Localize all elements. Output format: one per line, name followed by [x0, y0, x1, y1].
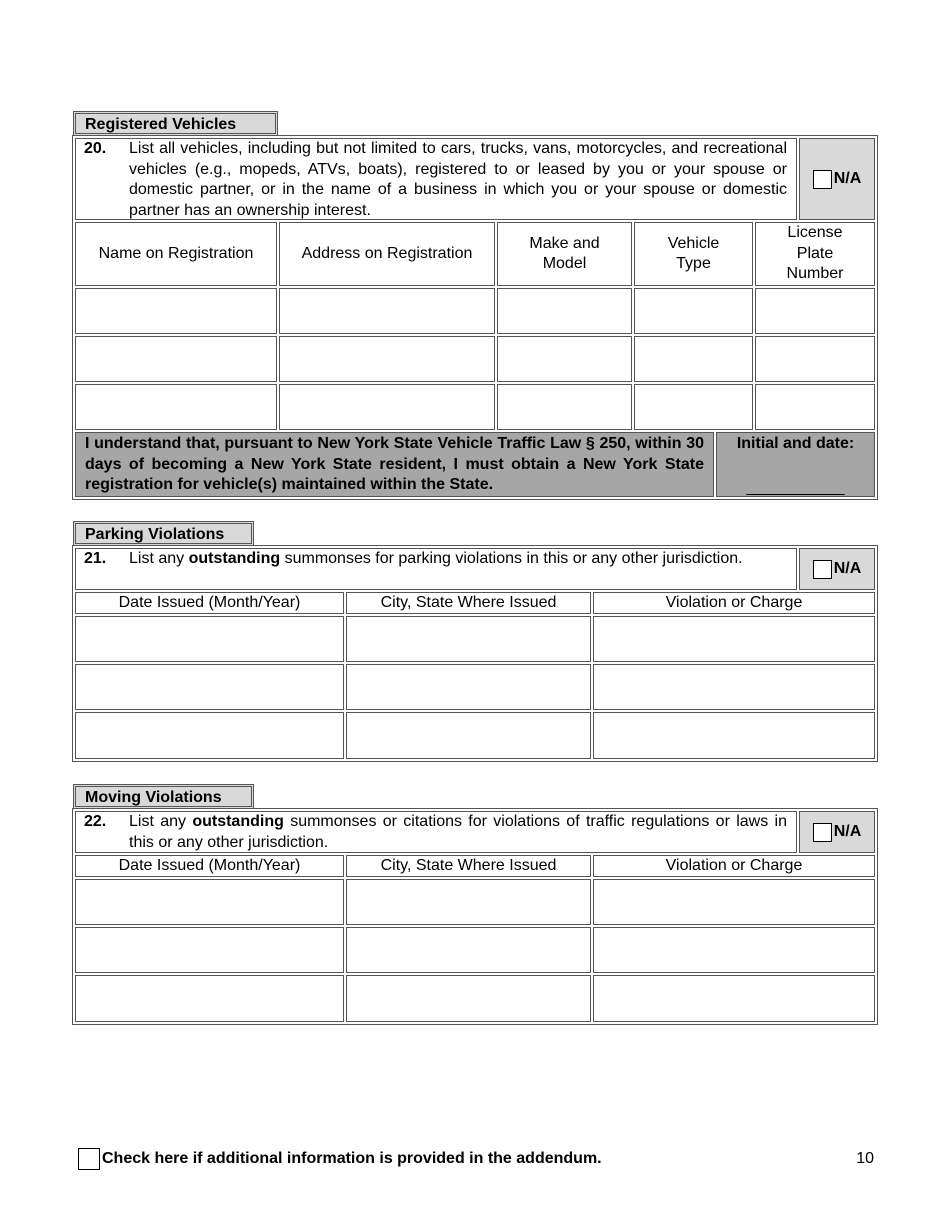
col-header-name: Name on Registration [75, 222, 277, 286]
page-number: 10 [856, 1150, 874, 1167]
addendum-label: Check here if additional information is provided in the addendum. [102, 1150, 602, 1167]
parking-cell-date[interactable] [75, 712, 344, 759]
vehicle-cell-name[interactable] [75, 336, 277, 382]
vehicle-cell-address[interactable] [279, 336, 495, 382]
na-option-22[interactable] [799, 811, 875, 853]
vehicle-cell-address[interactable] [279, 384, 495, 430]
col-header-make-model: Make and Model [497, 222, 632, 286]
question-21 [75, 548, 797, 590]
registration-notice: I understand that, pursuant to New York State Vehicle Traffic Law § 250, within 30 days of becoming a New York State resident, I must obtain a New York State registration for vehicle(s) maintained within the State. [75, 432, 714, 497]
col-header-violation: Violation or Charge [593, 855, 875, 877]
vehicle-cell-name[interactable] [75, 384, 277, 430]
parking-cell-city-state[interactable] [346, 616, 591, 662]
na-option-21[interactable] [799, 548, 875, 590]
na-label: N/A [833, 823, 862, 840]
moving-cell-violation[interactable] [593, 879, 875, 925]
col-header-city-state: City, State Where Issued [346, 855, 591, 877]
col-header-city-state: City, State Where Issued [346, 592, 591, 614]
parking-cell-date[interactable] [75, 616, 344, 662]
moving-cell-date[interactable] [75, 927, 344, 973]
col-header-date-issued: Date Issued (Month/Year) [75, 592, 344, 614]
vehicle-cell-plate[interactable] [755, 288, 875, 334]
question-20 [75, 138, 797, 220]
vehicle-cell-address[interactable] [279, 288, 495, 334]
moving-cell-city-state[interactable] [346, 879, 591, 925]
parking-cell-city-state[interactable] [346, 712, 591, 759]
na-label: N/A [833, 170, 862, 187]
moving-violations-tab: Moving Violations [73, 784, 254, 809]
parking-cell-city-state[interactable] [346, 664, 591, 710]
col-header-violation: Violation or Charge [593, 592, 875, 614]
col-header-vehicle-type: Vehicle Type [634, 222, 753, 286]
moving-cell-city-state[interactable] [346, 975, 591, 1022]
moving-cell-date[interactable] [75, 975, 344, 1022]
moving-cell-violation[interactable] [593, 927, 875, 973]
question-text: List any outstanding summonses or citations for violations of traffic regulations or laws in this or any other jurisdiction. [129, 813, 787, 851]
question-text: List all vehicles, including but not limited to cars, trucks, vans, motorcycles, and recreational vehicles (e.g., mopeds, ATVs, boats), registered to or leased by you or your spouse or domestic partner, or in the name of a business in which you or your spouse or domestic partner has an ownership interest. [129, 140, 787, 219]
question-text: List any outstanding summonses for parking violations in this or any other jurisdiction. [129, 550, 743, 567]
vehicle-cell-type[interactable] [634, 288, 753, 334]
question-number: 21. [84, 550, 107, 567]
moving-cell-date[interactable] [75, 879, 344, 925]
na-label: N/A [833, 560, 862, 577]
col-header-license-plate: License Plate Number [755, 222, 875, 286]
vehicle-cell-name[interactable] [75, 288, 277, 334]
col-header-date-issued: Date Issued (Month/Year) [75, 855, 344, 877]
vehicle-cell-type[interactable] [634, 384, 753, 430]
question-number: 22. [84, 813, 107, 830]
parking-cell-violation[interactable] [593, 616, 875, 662]
na-option-20[interactable] [799, 138, 875, 220]
na-checkbox[interactable] [813, 170, 832, 189]
addendum-checkbox[interactable] [78, 1148, 100, 1170]
moving-cell-violation[interactable] [593, 975, 875, 1022]
question-number: 20. [84, 140, 107, 157]
initial-and-date-cell[interactable] [716, 432, 875, 497]
vehicle-cell-plate[interactable] [755, 336, 875, 382]
na-checkbox[interactable] [813, 823, 832, 842]
initial-and-date-label: Initial and date: [736, 435, 855, 452]
initial-line: ___________ [746, 478, 845, 496]
parking-cell-violation[interactable] [593, 664, 875, 710]
vehicle-cell-make-model[interactable] [497, 384, 632, 430]
vehicle-cell-make-model[interactable] [497, 288, 632, 334]
parking-cell-violation[interactable] [593, 712, 875, 759]
vehicle-cell-make-model[interactable] [497, 336, 632, 382]
vehicle-cell-plate[interactable] [755, 384, 875, 430]
vehicle-cell-type[interactable] [634, 336, 753, 382]
col-header-address: Address on Registration [279, 222, 495, 286]
registered-vehicles-tab: Registered Vehicles [73, 111, 278, 136]
moving-cell-city-state[interactable] [346, 927, 591, 973]
parking-cell-date[interactable] [75, 664, 344, 710]
question-22 [75, 811, 797, 853]
parking-violations-tab: Parking Violations [73, 521, 254, 546]
na-checkbox[interactable] [813, 560, 832, 579]
